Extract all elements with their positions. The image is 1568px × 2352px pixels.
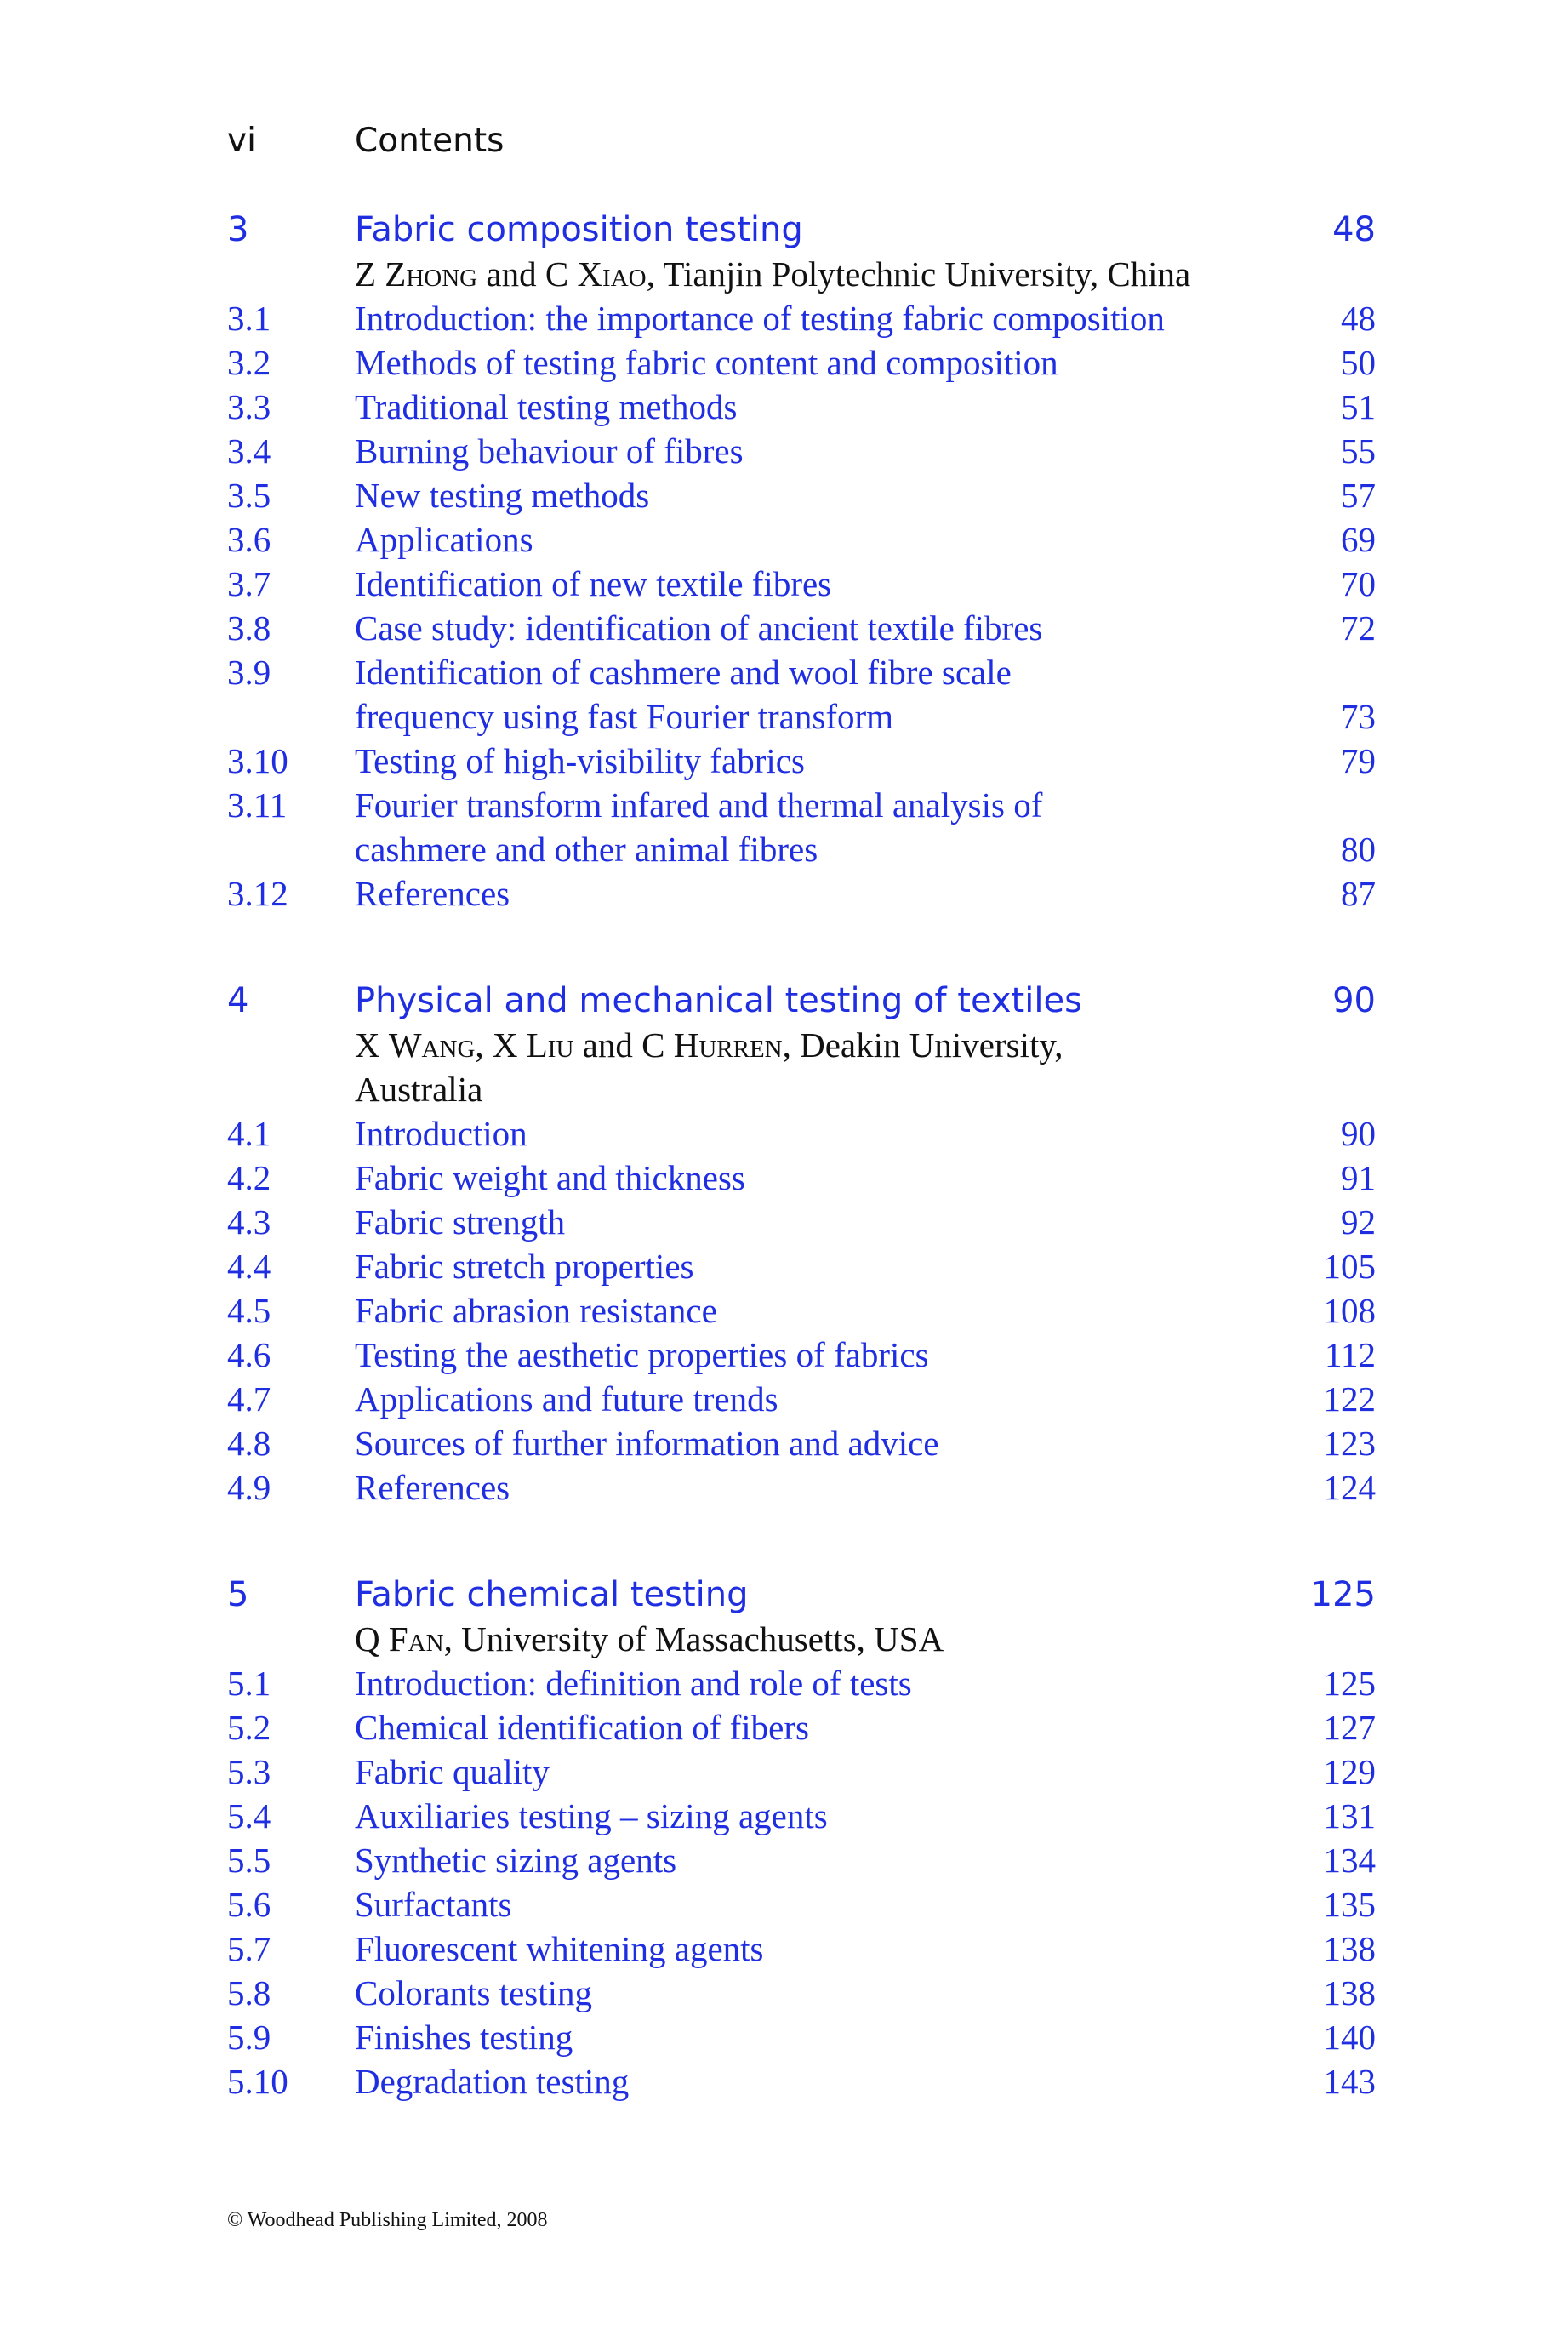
section-number: 4.9	[227, 1468, 271, 1507]
copyright-notice: © Woodhead Publishing Limited, 2008	[227, 2209, 548, 2231]
section-title-link[interactable]: Fabric quality	[355, 1752, 550, 1791]
section-title-link[interactable]: Auxiliaries testing – sizing agents	[355, 1796, 828, 1835]
section-entry[interactable]	[227, 650, 1376, 694]
section-title-link[interactable]: Methods of testing fabric content and composition	[355, 343, 1058, 382]
section-number: 3.7	[227, 564, 271, 603]
section-title-link[interactable]: References	[355, 1468, 510, 1507]
section-number: 3.2	[227, 343, 271, 382]
section-title-link[interactable]: Finishes testing	[355, 2018, 573, 2057]
section-entry-continuation[interactable]	[227, 694, 1376, 739]
section-page: 135	[1323, 1885, 1376, 1924]
author-line	[227, 1617, 1376, 1661]
chapter-page: 48	[1332, 210, 1376, 249]
section-title-link[interactable]: Testing the aesthetic properties of fabrics	[355, 1335, 929, 1374]
section-title-link[interactable]: Colorants testing	[355, 1973, 593, 2012]
section-page: 55	[1341, 431, 1376, 471]
section-page: 72	[1341, 608, 1376, 648]
section-entry[interactable]	[227, 739, 1376, 783]
section-number: 3.4	[227, 431, 271, 471]
author-line	[227, 252, 1376, 296]
section-entry[interactable]	[227, 296, 1376, 340]
section-number: 3.12	[227, 874, 288, 913]
section-title-link[interactable]: Surfactants	[355, 1885, 512, 1924]
section-number: 5.7	[227, 1929, 271, 1968]
section-title-link[interactable]: Degradation testing	[355, 2062, 630, 2101]
section-title-link[interactable]: Synthetic sizing agents	[355, 1841, 677, 1880]
section-entry[interactable]	[227, 1750, 1376, 1794]
section-page: 140	[1323, 2018, 1376, 2057]
chapter-entry[interactable]	[227, 1573, 1376, 1617]
section-entry[interactable]	[227, 1794, 1376, 1838]
section-entry[interactable]	[227, 473, 1376, 517]
section-number: 5.6	[227, 1885, 271, 1924]
section-page: 51	[1341, 387, 1376, 426]
section-entry[interactable]	[227, 2015, 1376, 2059]
section-entry[interactable]	[227, 517, 1376, 562]
section-title-link[interactable]: Testing of high-visibility fabrics	[355, 741, 805, 780]
section-entry[interactable]	[227, 871, 1376, 916]
section-page: 92	[1341, 1202, 1376, 1242]
section-title-link[interactable]: Applications	[355, 520, 533, 559]
author-line	[227, 1023, 1376, 1067]
section-entry[interactable]	[227, 1838, 1376, 1882]
section-page: 134	[1323, 1841, 1376, 1880]
section-entry[interactable]	[227, 340, 1376, 385]
section-entry[interactable]	[227, 606, 1376, 650]
section-page: 124	[1323, 1468, 1376, 1507]
section-number: 3.6	[227, 520, 271, 559]
section-entry[interactable]	[227, 1333, 1376, 1377]
section-title-link[interactable]: Fabric abrasion resistance	[355, 1291, 717, 1330]
section-page: 48	[1341, 299, 1376, 338]
chapter-number: 5	[227, 1575, 249, 1614]
section-page: 73	[1341, 697, 1376, 736]
section-number: 5.3	[227, 1752, 271, 1791]
section-number: 4.4	[227, 1247, 271, 1286]
section-title-link[interactable]: References	[355, 874, 510, 913]
author-line-continuation	[227, 1067, 1376, 1111]
section-title-link[interactable]: Identification of cashmere and wool fibre scale	[355, 653, 1012, 692]
section-page: 70	[1341, 564, 1376, 603]
section-number: 3.1	[227, 299, 271, 338]
chapter-5-block	[227, 1573, 1376, 2104]
section-title-link[interactable]: Chemical identification of fibers	[355, 1708, 809, 1747]
section-title-link[interactable]: Fourier transform infared and thermal analysis of	[355, 785, 1043, 825]
section-title-link[interactable]: Fabric stretch properties	[355, 1247, 694, 1286]
section-page: 50	[1341, 343, 1376, 382]
section-number: 4.5	[227, 1291, 271, 1330]
section-number: 4.7	[227, 1379, 271, 1419]
section-entry[interactable]	[227, 1705, 1376, 1750]
author-text: X Wang, X Liu and C Hurren, Deakin University,	[355, 1025, 1063, 1065]
section-entry[interactable]	[227, 1927, 1376, 1971]
chapter-number: 4	[227, 981, 249, 1020]
section-entry[interactable]	[227, 1156, 1376, 1200]
section-entry[interactable]	[227, 562, 1376, 606]
section-title-link[interactable]: Fabric weight and thickness	[355, 1158, 745, 1197]
author-affiliation: Australia	[355, 1070, 483, 1109]
chapter-entry[interactable]	[227, 208, 1376, 252]
section-page: 87	[1341, 874, 1376, 913]
section-page: 125	[1323, 1664, 1376, 1703]
section-page: 123	[1323, 1424, 1376, 1463]
section-number: 4.6	[227, 1335, 271, 1374]
section-number: 4.1	[227, 1114, 271, 1153]
section-number: 3.11	[227, 785, 288, 825]
section-page: 138	[1323, 1929, 1376, 1968]
section-number: 4.8	[227, 1424, 271, 1463]
section-number: 3.5	[227, 476, 271, 515]
section-title-link[interactable]: Sources of further information and advice	[355, 1424, 939, 1463]
section-entry[interactable]	[227, 1200, 1376, 1244]
section-title-link[interactable]: Burning behaviour of fibres	[355, 431, 744, 471]
author-text: Z Zhong and C Xiao, Tianjin Polytechnic University, China	[355, 254, 1191, 294]
section-title-link[interactable]: cashmere and other animal fibres	[355, 830, 818, 869]
section-entry[interactable]	[227, 1288, 1376, 1333]
section-number: 4.2	[227, 1158, 271, 1197]
section-title-link[interactable]: Introduction: the importance of testing fabric composition	[355, 299, 1165, 338]
running-title: Contents	[355, 122, 505, 160]
chapter-3-block	[227, 208, 1376, 916]
section-title-link[interactable]: Case study: identification of ancient textile fibres	[355, 608, 1043, 648]
section-page: 69	[1341, 520, 1376, 559]
section-number: 4.3	[227, 1202, 271, 1242]
section-title-link[interactable]: Fluorescent whitening agents	[355, 1929, 764, 1968]
section-entry[interactable]	[227, 1111, 1376, 1156]
section-entry[interactable]	[227, 1661, 1376, 1705]
section-number: 5.4	[227, 1796, 271, 1835]
chapter-4-block	[227, 979, 1376, 1510]
section-entry-continuation[interactable]	[227, 827, 1376, 871]
section-page: 90	[1341, 1114, 1376, 1153]
section-number: 5.8	[227, 1973, 271, 2012]
section-entry[interactable]	[227, 1421, 1376, 1465]
section-page: 57	[1341, 476, 1376, 515]
chapter-title-link[interactable]: Fabric chemical testing	[355, 1575, 749, 1614]
section-page: 105	[1323, 1247, 1376, 1286]
section-entry[interactable]	[227, 429, 1376, 473]
section-page: 108	[1323, 1291, 1376, 1330]
section-number: 5.9	[227, 2018, 271, 2057]
section-entry[interactable]	[227, 1244, 1376, 1288]
chapter-page: 90	[1332, 981, 1376, 1020]
section-entry[interactable]	[227, 2059, 1376, 2104]
section-entry[interactable]	[227, 1377, 1376, 1421]
section-number: 3.8	[227, 608, 271, 648]
page-number: vi	[227, 122, 256, 160]
section-entry[interactable]	[227, 1882, 1376, 1927]
section-title-link[interactable]: Identification of new textile fibres	[355, 564, 832, 603]
section-title-link[interactable]: Fabric strength	[355, 1202, 566, 1242]
section-number: 5.5	[227, 1841, 271, 1880]
section-number: 3.9	[227, 653, 271, 692]
section-title-link[interactable]: Introduction: definition and role of tests	[355, 1664, 912, 1703]
section-page: 91	[1341, 1158, 1376, 1197]
section-page: 131	[1323, 1796, 1376, 1835]
section-title-link[interactable]: Applications and future trends	[355, 1379, 778, 1419]
section-page: 138	[1323, 1973, 1376, 2012]
section-number: 3.3	[227, 387, 271, 426]
chapter-entry[interactable]	[227, 979, 1376, 1023]
section-number: 5.2	[227, 1708, 271, 1747]
section-title-link[interactable]: Traditional testing methods	[355, 387, 738, 426]
section-page: 127	[1323, 1708, 1376, 1747]
author-text: Q Fan, University of Massachusetts, USA	[355, 1619, 944, 1658]
section-page: 129	[1323, 1752, 1376, 1791]
section-page: 122	[1323, 1379, 1376, 1419]
section-entry[interactable]	[227, 1971, 1376, 2015]
section-number: 3.10	[227, 741, 288, 780]
section-page: 112	[1325, 1335, 1376, 1374]
section-number: 5.10	[227, 2062, 288, 2101]
chapter-title-link[interactable]: Fabric composition testing	[355, 210, 803, 249]
chapter-number: 3	[227, 210, 249, 249]
section-entry[interactable]	[227, 1465, 1376, 1510]
section-title-link[interactable]: frequency using fast Fourier transform	[355, 697, 894, 736]
section-number: 5.1	[227, 1664, 271, 1703]
section-entry[interactable]	[227, 385, 1376, 429]
section-title-link[interactable]: New testing methods	[355, 476, 650, 515]
section-page: 79	[1341, 741, 1376, 780]
section-title-link[interactable]: Introduction	[355, 1114, 527, 1153]
chapter-page: 125	[1310, 1575, 1376, 1614]
section-page: 143	[1323, 2062, 1376, 2101]
chapter-title-link[interactable]: Physical and mechanical testing of textiles	[355, 981, 1082, 1020]
section-entry[interactable]	[227, 783, 1376, 827]
section-page: 80	[1341, 830, 1376, 869]
